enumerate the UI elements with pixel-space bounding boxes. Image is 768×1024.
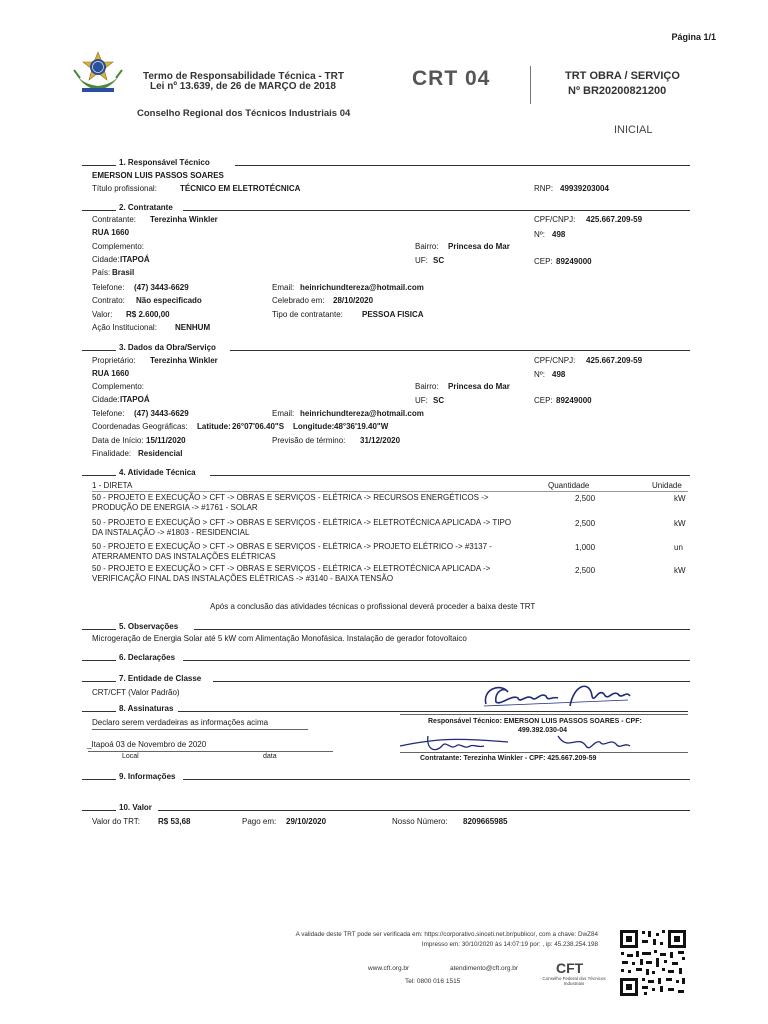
activity-row-qty: 2,500 [575,519,596,528]
qr-code-icon [618,928,688,998]
unit-header: Unidade [652,481,682,490]
section-1-heading: 1. Responsável Técnico [119,158,210,167]
section-rule [82,350,116,351]
acao-value: NENHUM [175,323,211,332]
telefone-label: Telefone: [92,409,125,418]
signature-rule [92,729,308,730]
local-label: Local [122,753,139,760]
council-name: Conselho Regional dos Técnicos Industriais 04 [137,108,351,119]
header-divider [530,66,531,104]
celebrado-label: Celebrado em: [272,296,325,305]
cft-logo-sub: Conselho Federal dos Técnicos Industriais [542,976,606,986]
cidade-value: ITAPOÁ [120,395,150,404]
contratante-value: Terezinha Winkler [150,215,218,224]
local-date: _Itapoá 03 de Novembro de 2020 [87,740,207,749]
section-rule [82,779,116,780]
bairro-value: Princesa do Mar [448,242,510,251]
section-rule [82,711,116,712]
section-7-heading: 7. Entidade de Classe [119,674,202,683]
cpf-label: CPF/CNPJ: [534,356,576,365]
title-label: Título profissional: [92,184,157,193]
cep-label: CEP: [534,396,553,405]
section-rule [210,475,690,476]
coord-label: Coordenadas Geográficas: [92,422,188,431]
trt-number: Nº BR20200821200 [568,85,667,97]
contratante-signature-text: Contratante: Terezinha Winkler - CPF: 425.667.209-59 [420,755,597,762]
page-number: Página 1/1 [671,32,716,42]
validade-text: A validade deste TRT pode ser verificada em: https://corporativo.sinceti.net.br/publico/, com a chave: DwZ84 [295,931,598,938]
acao-label: Ação Institucional: [92,323,157,332]
status-label: INICIAL [614,124,653,136]
cidade-label: Cidade: [92,255,120,264]
cft-logo: CFT [556,960,584,976]
cidade-label: Cidade: [92,395,120,404]
section-9-heading: 9. Informações [119,772,176,781]
activity-row-unit: un [674,543,683,552]
trt-title: TRT OBRA / SERVIÇO [565,70,680,82]
lon-label: Longitude: [293,422,335,431]
cpf-label: CPF/CNPJ: [534,215,576,224]
activity-row-qty: 2,500 [575,494,596,503]
pago-label: Pago em: [242,817,277,826]
street: RUA 1660 [92,228,130,237]
email-value: heinrichundtereza@hotmail.com [300,283,424,292]
section-10-heading: 10. Valor [119,803,152,812]
title-line-2: Lei nº 13.639, de 26 de MARÇO de 2018 [150,81,336,92]
signature-rule [400,714,688,715]
section-rule [235,165,690,166]
email-value: heinrichundtereza@hotmail.com [300,409,424,418]
signature-rule [400,752,688,753]
section-5-heading: 5. Observações [119,622,179,631]
uf-label: UF: [415,396,428,405]
cpf-value: 425.667.209-59 [586,356,643,365]
section-rule [82,629,116,630]
title-line-1: Termo de Responsabilidade Técnica - TRT [143,71,344,82]
section-rule [183,660,690,661]
email-label: Email: [272,409,295,418]
valor-value: R$ 2.600,00 [126,310,170,319]
section-rule [82,210,116,211]
activity-row-unit: kW [674,566,686,575]
contratante-signature-icon [398,728,638,758]
finalidade-label: Finalidade: [92,449,132,458]
activity-row-desc: 50 - PROJETO E EXECUÇÃO > CFT -> OBRAS E SERVIÇOS - ELÉTRICA -> ELETROTÉCNICA APLICADA -> TIPO DA INSTALAÇÃO -> #1803 - RESIDENCIAL [92,518,512,537]
bairro-value: Princesa do Mar [448,382,510,391]
crt-code: CRT 04 [412,67,491,90]
tipo-label: Tipo de contratante: [272,310,343,319]
declaro-text: Declaro serem verdadeiras as informações acima [92,718,269,727]
pais-label: País: [92,268,111,277]
section-rule [82,810,116,811]
tipo-value: PESSOA FISICA [362,310,424,319]
title-value: TÉCNICO EM ELETROTÉCNICA [180,184,301,193]
section-2-heading: 2. Contratante [119,203,173,212]
section-rule [194,629,690,630]
nosso-numero-label: Nosso Número: [392,817,448,826]
num-value: 498 [552,370,566,379]
lat-label: Latitude: [197,422,231,431]
cep-value: 89249000 [556,396,592,405]
section-rule [183,210,690,211]
uf-value: SC [433,396,445,405]
bairro-label: Bairro: [415,382,439,391]
contratante-label: Contratante: [92,215,137,224]
activity-row-desc: 50 - PROJETO E EXECUÇÃO > CFT -> OBRAS E SERVIÇOS - ELÉTRICA -> PROJETO ELÉTRICO -> #3137 - ATERRAMENTO DAS INSTALAÇÕES ELÉTRICAS [92,542,492,561]
direta-label: 1 - DIRETA [92,481,133,490]
proprietario-value: Terezinha Winkler [150,356,218,365]
section-6-heading: 6. Declarações [119,653,176,662]
cep-value: 89249000 [556,257,592,266]
num-label: Nº: [534,230,545,239]
cidade-value: ITAPOÁ [120,255,150,264]
num-value: 498 [552,230,566,239]
contrato-label: Contrato: [92,296,125,305]
termino-label: Previsão de término: [272,436,346,445]
inicio-label: Data de Início: [92,436,144,445]
bairro-label: Bairro: [415,242,439,251]
nosso-numero-value: 8209665985 [463,817,508,826]
telefone-value: (47) 3443-6629 [134,409,189,418]
coat-of-arms-icon [70,50,126,96]
activity-row-qty: 1,000 [575,543,596,552]
finalidade-value: Residencial [138,449,183,458]
valor-trt-label: Valor do TRT: [92,817,141,826]
observacoes-text: Microgeração de Energia Solar até 5 kW com Alimentação Monofásica. Instalação de gerador fotovoltaico [92,634,467,643]
rnp-label: RNP: [534,184,554,193]
contrato-value: Não especificado [136,296,202,305]
activity-row-unit: kW [674,519,686,528]
entidade-text: CRT/CFT (Valor Padrão) [92,688,180,697]
footer-phone: Tel: 0800 016 1515 [405,978,461,985]
table-header-rule [92,491,688,492]
complemento-label: Complemento: [92,382,145,391]
technician-signature-icon [478,676,638,716]
pago-value: 29/10/2020 [286,817,327,826]
activity-note: Após a conclusão das atividades técnicas o profissional deverá proceder a baixa deste TRT [210,602,536,611]
tech-name: EMERSON LUIS PASSOS SOARES [92,171,224,180]
section-4-heading: 4. Atividade Técnica [119,468,196,477]
activity-row-desc: 50 - PROJETO E EXECUÇÃO > CFT -> OBRAS E SERVIÇOS - ELÉTRICA -> ELETROTÉCNICA APLICADA -> VERIFICAÇÃO FINAL DAS INSTALAÇÕES ELÉTRICAS -> #3140 - BAIXA TENSÃO [92,564,491,583]
rnp-value: 49939203004 [560,184,609,193]
section-rule [82,165,116,166]
uf-label: UF: [415,256,428,265]
section-rule [230,350,690,351]
resp-cpf: 499.392.030-04 [518,727,568,734]
section-rule [82,660,116,661]
uf-value: SC [433,256,445,265]
section-rule [158,810,690,811]
site-link[interactable]: www.cft.org.br [368,965,410,972]
section-rule [183,779,690,780]
email-label: Email: [272,283,295,292]
activity-row-unit: kW [674,494,686,503]
section-3-heading: 3. Dados da Obra/Serviço [119,343,216,352]
num-label: Nº: [534,370,545,379]
cep-label: CEP: [534,257,553,266]
complemento-label: Complemento: [92,242,145,251]
section-8-heading: 8. Assinaturas [119,704,174,713]
telefone-label: Telefone: [92,283,125,292]
lon-value: 48°36'19.40"W [334,422,389,431]
valor-label: Valor: [92,310,113,319]
impresso-text: Impresso em: 30/10/2020 às 14:07:19 por: , ip: 45.238.254.198 [421,941,598,948]
valor-trt-value: R$ 53,68 [158,817,191,826]
celebrado-value: 28/10/2020 [333,296,374,305]
activity-row-qty: 2,500 [575,566,596,575]
lat-value: 26°07'06.40"S [232,422,285,431]
cpf-value: 425.667.209-59 [586,215,643,224]
pais-value: Brasil [112,268,135,277]
section-rule [82,475,116,476]
signature-rule [88,751,333,752]
email-link[interactable]: atendimento@cft.org.br [450,965,519,972]
termino-value: 31/12/2020 [360,436,401,445]
data-label: data [263,753,277,760]
proprietario-label: Proprietário: [92,356,136,365]
section-rule [82,681,116,682]
telefone-value: (47) 3443-6629 [134,283,189,292]
qty-header: Quantidade [548,481,590,490]
inicio-value: 15/11/2020 [146,436,186,445]
street: RUA 1660 [92,369,130,378]
activity-row-desc: 50 - PROJETO E EXECUÇÃO > CFT -> OBRAS E SERVIÇOS - ELÉTRICA -> RECURSOS ENERGÉTICOS -> PRODUÇÃO DE ENERGIA -> #1761 - SOLAR [92,493,489,512]
resp-tecnico-text: Responsável Técnico: EMERSON LUIS PASSOS SOARES - CPF: [428,718,642,725]
